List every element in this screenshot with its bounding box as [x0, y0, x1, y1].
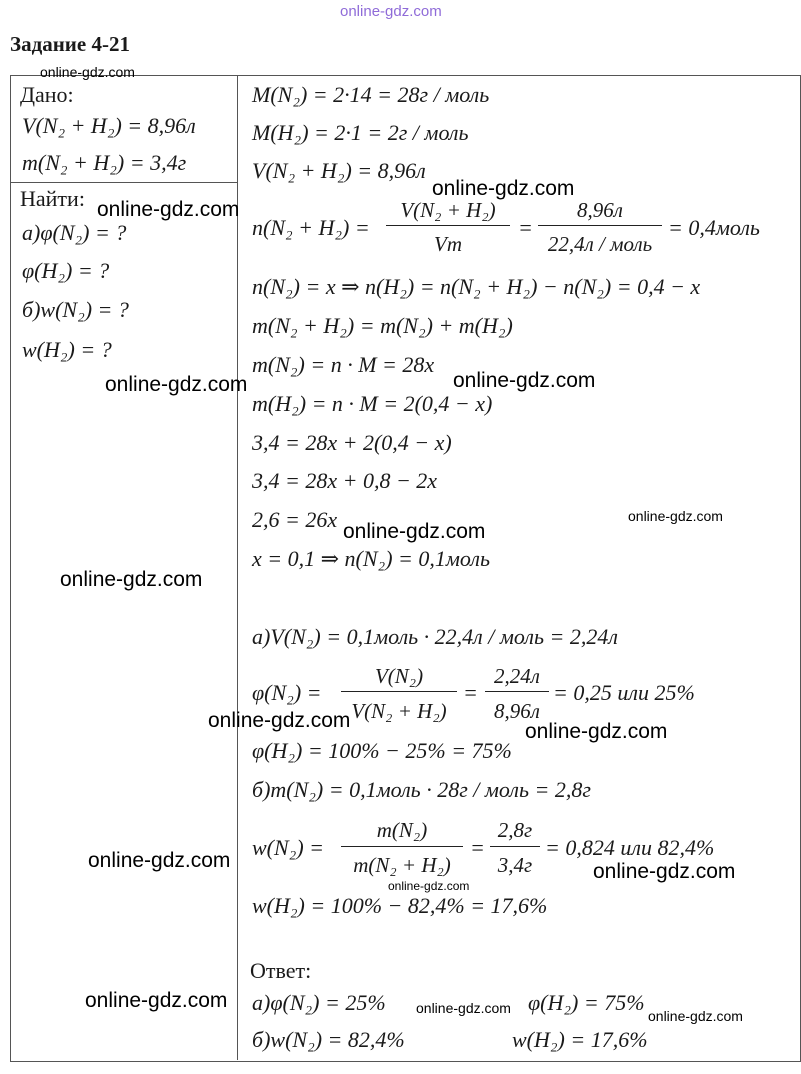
watermark: online-gdz.com: [60, 568, 203, 591]
watermark: online-gdz.com: [40, 64, 135, 80]
answer-a1: а)φ(N₂) = 25%: [252, 990, 386, 1015]
formula-right: = 0,25 или 25%: [553, 680, 695, 705]
formula-left: n(N₂ + H₂) =: [252, 215, 370, 240]
solution-line: 2,6 = 26x: [252, 507, 338, 532]
fraction-numerator: V(N₂ + H₂): [400, 198, 496, 222]
watermark: online-gdz.com: [88, 849, 231, 872]
watermark: online-gdz.com: [453, 369, 596, 392]
solution-line: n(N₂) = x ⇒ n(H₂) = n(N₂ + H₂) − n(N₂) = 0,4 − x: [252, 274, 701, 299]
fraction-bar: [490, 846, 540, 847]
fraction-bar: [386, 225, 510, 226]
watermark: online-gdz.com: [416, 1000, 511, 1016]
fraction-denominator: V(N₂ + H₂): [351, 699, 447, 723]
solution-line: а)V(N₂) = 0,1моль · 22,4л / моль = 2,24л: [252, 624, 618, 649]
fraction-numerator: V(N₂): [374, 664, 424, 688]
equals-sign: =: [470, 835, 485, 860]
watermark: online-gdz.com: [343, 520, 486, 543]
given-line-1: V(N₂ + H₂) = 8,96л: [22, 113, 196, 138]
fraction-numerator: 2,8г: [497, 818, 533, 842]
fraction-numerator: m(N₂): [376, 818, 428, 842]
solution-line: M(H₂) = 2·1 = 2г / моль: [252, 120, 469, 145]
fraction-bar: [485, 691, 549, 692]
formula-right: = 0,824 или 82,4%: [545, 835, 715, 860]
column-divider: [237, 75, 238, 1060]
task-title: Задание 4-21: [10, 32, 130, 56]
watermark: online-gdz.com: [208, 709, 351, 732]
solution-line: m(N₂) = n · M = 28x: [252, 352, 435, 377]
find-line-4: w(H₂) = ?: [22, 337, 112, 362]
solution-line: V(N₂ + H₂) = 8,96л: [252, 158, 426, 183]
find-line-2: φ(H₂) = ?: [22, 258, 110, 283]
fraction-denominator: Vm: [434, 232, 462, 256]
fraction-denominator: 8,96л: [494, 699, 540, 723]
watermark: online-gdz.com: [105, 373, 248, 396]
fraction-bar: [341, 846, 463, 847]
solution-line: w(H₂) = 100% − 82,4% = 17,6%: [252, 893, 548, 918]
formula-left: w(N₂) =: [252, 835, 324, 860]
fraction-numerator: 2,24л: [494, 664, 540, 688]
fraction-denominator: 22,4л / моль: [547, 232, 653, 256]
equals-sign: =: [518, 215, 533, 240]
watermark: online-gdz.com: [593, 860, 736, 883]
answer-b1: б)w(N₂) = 82,4%: [252, 1027, 405, 1052]
fraction-bar: [538, 225, 662, 226]
watermark: online-gdz.com: [525, 720, 668, 743]
given-label: Дано:: [20, 82, 74, 107]
solution-line: M(N₂) = 2·14 = 28г / моль: [252, 82, 490, 107]
watermark: online-gdz.com: [628, 508, 723, 524]
given-find-divider: [10, 182, 238, 183]
find-line-3: б)w(N₂) = ?: [22, 297, 129, 322]
solution-line: x = 0,1 ⇒ n(N₂) = 0,1моль: [252, 546, 490, 571]
site-header-link[interactable]: online-gdz.com: [340, 3, 442, 20]
answer-a2: φ(H₂) = 75%: [528, 990, 645, 1015]
given-line-2: m(N₂ + H₂) = 3,4г: [22, 150, 187, 175]
solution-line: 3,4 = 28x + 0,8 − 2x: [252, 468, 438, 493]
formula-right: = 0,4моль: [668, 215, 760, 240]
solution-line: m(H₂) = n · M = 2(0,4 − x): [252, 391, 493, 416]
watermark: online-gdz.com: [648, 1008, 743, 1024]
fraction-denominator: m(N₂ + H₂): [353, 853, 451, 877]
solution-line: m(N₂ + H₂) = m(N₂) + m(H₂): [252, 313, 513, 338]
find-label: Найти:: [20, 186, 85, 211]
watermark: online-gdz.com: [432, 177, 575, 200]
watermark: online-gdz.com: [97, 198, 240, 221]
fraction-bar: [341, 691, 457, 692]
answer-label: Ответ:: [250, 958, 312, 983]
fraction-denominator: 3,4г: [497, 853, 533, 877]
formula-left: φ(N₂) =: [252, 680, 322, 705]
solution-line: б)m(N₂) = 0,1моль · 28г / моль = 2,8г: [252, 777, 591, 802]
solution-line: φ(H₂) = 100% − 25% = 75%: [252, 738, 512, 763]
answer-b2: w(H₂) = 17,6%: [512, 1027, 648, 1052]
watermark: online-gdz.com: [85, 989, 228, 1012]
watermark: online-gdz.com: [388, 879, 470, 893]
fraction-numerator: 8,96л: [577, 198, 623, 222]
solution-line: 3,4 = 28x + 2(0,4 − x): [252, 430, 452, 455]
equals-sign: =: [463, 680, 478, 705]
find-line-1: а)φ(N₂) = ?: [22, 220, 127, 245]
